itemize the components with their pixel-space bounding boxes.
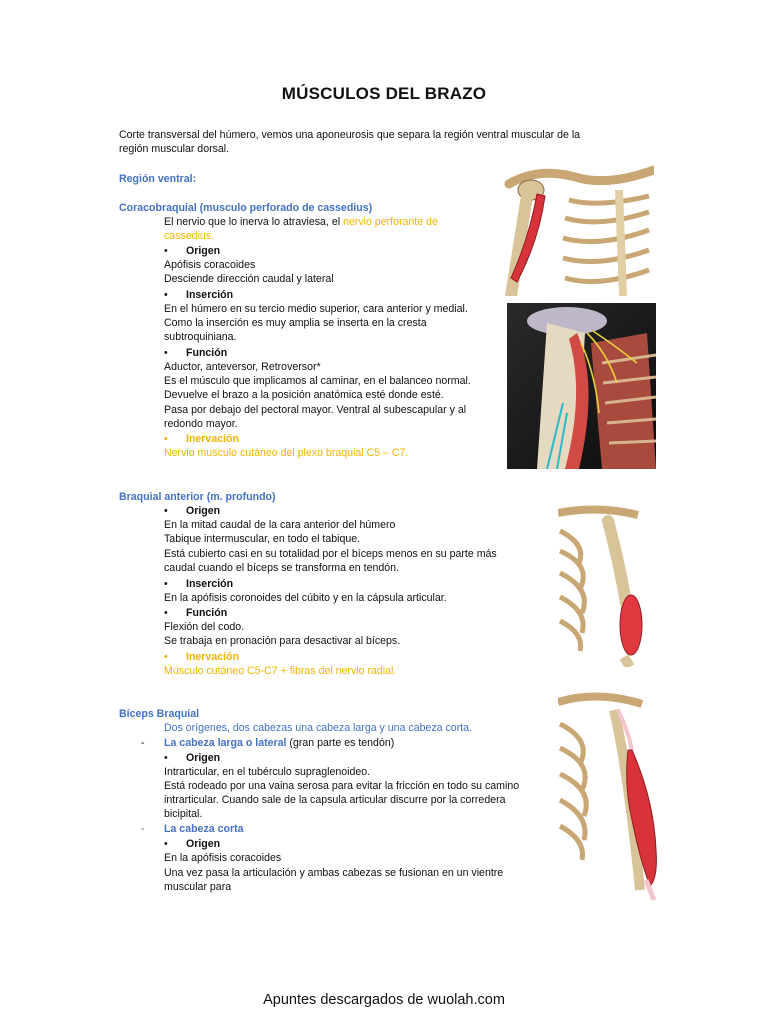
insercion-label: Inserción <box>186 578 234 590</box>
origen-text: bicipital. <box>164 808 203 820</box>
inervacion-label: Inervación <box>186 651 239 663</box>
bullet: • <box>164 433 168 445</box>
funcion-text: Es el músculo que implicamos al caminar, en el balanceo normal. <box>164 375 471 387</box>
cabeza-larga-label: La cabeza larga o lateral <box>164 737 287 749</box>
origen-label: Origen <box>186 752 221 764</box>
insercion-label: Inserción <box>186 289 234 301</box>
nerve-text: El nervio que lo inerva lo atraviesa, el <box>164 216 344 228</box>
bullet: • <box>164 607 168 619</box>
origen-text: En la apófisis coracoides <box>164 852 282 864</box>
bullet: • <box>164 651 168 663</box>
braquial-anterior-image <box>558 505 656 667</box>
coracobraquial-nerve-line-1 <box>164 215 438 229</box>
insercion-text: En la apófisis coronoides del cúbito y en la cápsula articular. <box>164 592 447 604</box>
inervacion-text: Nervio musculo cutáneo del plexo braquial C5 – C7. <box>164 447 409 459</box>
funcion-text: redondo mayor. <box>164 418 238 430</box>
origen-text: Tabique intermuscular, en todo el tabique. <box>164 533 361 545</box>
bullet: • <box>164 289 168 301</box>
insercion-text: Como la inserción es muy amplia se inserta en la cresta <box>164 317 427 329</box>
region-heading: Región ventral: <box>119 173 197 185</box>
origen-text: En la mitad caudal de la cara anterior del húmero <box>164 519 396 531</box>
origen-text: Una vez pasa la articulación y ambas cabezas se fusionan en un vientre <box>164 867 504 879</box>
biceps-subtitle: Dos orígenes, dos cabezas una cabeza larga y una cabeza corta. <box>164 722 472 734</box>
funcion-text: Flexión del codo. <box>164 621 245 633</box>
braquial-heading: Braquial anterior (m. profundo) <box>119 491 276 503</box>
bullet: • <box>164 505 168 517</box>
intro-line-1: Corte transversal del húmero, vemos una aponeurosis que separa la región ventral muscular de la <box>119 129 581 141</box>
funcion-text: Aductor, anteversor, Retroversor* <box>164 361 321 373</box>
dash: - <box>141 823 145 835</box>
page-title: MÚSCULOS DEL BRAZO <box>281 84 487 103</box>
funcion-text: Pasa por debajo del pectoral mayor. Ventral al subescapular y al <box>164 404 467 416</box>
origen-text: Apófisis coracoides <box>164 259 256 271</box>
coracobraquial-dissection-image <box>507 303 656 469</box>
insercion-text: subtroquiniana. <box>164 331 237 343</box>
funcion-text: Se trabaja en pronación para desactivar al bíceps. <box>164 635 401 647</box>
origen-label: Origen <box>186 838 221 850</box>
funcion-label: Función <box>186 347 228 359</box>
coracobraquial-skeleton-image <box>499 160 654 296</box>
funcion-label: Función <box>186 607 228 619</box>
dash: - <box>141 737 145 749</box>
origen-text: Intrarticular, en el tubérculo supraglenoideo. <box>164 766 371 778</box>
biceps-heading: Bíceps Braquial <box>119 708 200 720</box>
cabeza-larga-line <box>164 736 394 750</box>
bullet: • <box>164 752 168 764</box>
origen-label: Origen <box>186 505 221 517</box>
funcion-text: Devuelve el brazo a la posición anatómica esté donde esté. <box>164 389 444 401</box>
cabeza-larga-note: (gran parte es tendón) <box>286 737 395 749</box>
footer-source: Apuntes descargados de wuolah.com <box>263 992 505 1008</box>
origen-label: Origen <box>186 245 221 257</box>
origen-text: Desciende dirección caudal y lateral <box>164 273 334 285</box>
biceps-braquial-image <box>558 690 688 904</box>
bullet: • <box>164 578 168 590</box>
origen-text: intrarticular. Cuando sale de la capsula articular discurre por la corredera <box>164 794 506 806</box>
inervacion-label: Inervación <box>186 433 239 445</box>
bullet: • <box>164 838 168 850</box>
insercion-text: En el húmero en su tercio medio superior, cara anterior y medial. <box>164 303 468 315</box>
cabeza-corta-label: La cabeza corta <box>164 823 244 835</box>
coracobraquial-heading: Coracobraquial (musculo perforado de cassedius) <box>119 202 373 214</box>
bullet: • <box>164 245 168 257</box>
coracobraquial-nerve-line-2: cassedius. <box>164 230 215 242</box>
origen-text: caudal cuando el bíceps se transforma en tendón. <box>164 562 399 574</box>
inervacion-text: Músculo cutáneo C5-C7 + fibras del nervio radial. <box>164 665 397 677</box>
origen-text: Está rodeado por una vaina serosa para evitar la fricción en todo su camino <box>164 780 520 792</box>
origen-text: muscular para <box>164 881 232 893</box>
bullet: • <box>164 347 168 359</box>
nerve-highlight: nervio perforante de <box>343 216 438 228</box>
intro-line-2: región muscular dorsal. <box>119 143 230 155</box>
origen-text: Está cubierto casi en su totalidad por el bíceps menos en su parte más <box>164 548 497 560</box>
